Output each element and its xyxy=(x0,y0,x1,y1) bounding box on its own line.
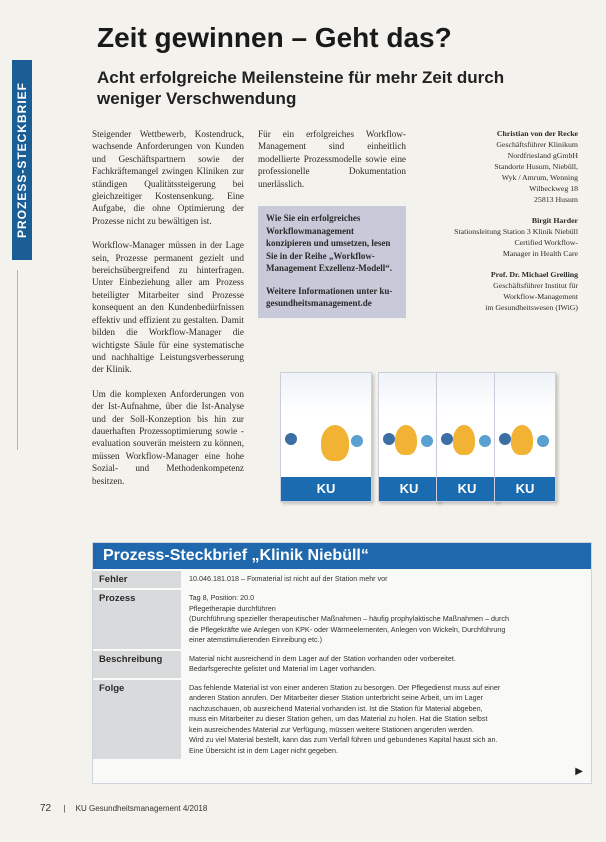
profile-row-fehler xyxy=(93,569,591,588)
page-number: 72 xyxy=(40,803,52,814)
row-line: Wird zu viel Material bestellt, kann das zum Verfall führen und gebundenes Kapital haust sich an. xyxy=(189,735,498,744)
book-covers-image xyxy=(280,372,580,500)
row-value xyxy=(181,651,591,678)
profile-row-beschreibung xyxy=(93,649,591,678)
author-line: Workflow-Management xyxy=(503,292,578,301)
info-box xyxy=(258,206,406,318)
book-logo: KU xyxy=(281,477,371,501)
author-line: Nordfriesland gGmbH xyxy=(507,151,578,160)
author-name: Birgit Harder xyxy=(531,216,578,225)
row-value xyxy=(181,680,591,760)
row-line: (Durchführung spezieller therapeutischer Maßnahmen – häufig prophylaktische Maßnahmen – durch xyxy=(189,614,510,623)
book-cover xyxy=(436,372,498,502)
journal-name: KU Gesundheitsmanagement 4/2018 xyxy=(75,804,208,813)
section-tab xyxy=(12,60,32,260)
book-cover xyxy=(378,372,440,502)
page-subtitle: Acht erfolgreiche Meilensteine für mehr Zeit durch weniger Verschwendung xyxy=(97,68,505,108)
process-profile-title: Prozess-Steckbrief „Klinik Niebüll“ xyxy=(93,543,591,569)
info-box-link[interactable]: Weitere Informationen unter ku-gesundheitsmanagement.de xyxy=(266,285,393,308)
row-line: Material nicht ausreichend in dem Lager auf der Station vorhanden oder vorbereitet. xyxy=(189,653,456,663)
author-line: Geschäftsführer Klinikum xyxy=(496,140,578,149)
row-label: Folge xyxy=(93,680,181,760)
author-line: Standorte Husum, Niebüll, xyxy=(494,162,578,171)
paragraph: Steigender Wettbewerb, Kostendruck, wachsende Anforderungen von Kunden und Geschäftspartnern sowie der Fachkräftemangel zwingen Kliniken zur ständigen Qualitätssteigerung bei gleichzeitiger Kostensenkung. Eine Aufgabe, die ohne Optimierung der Prozesse nicht zu bewältigen ist. xyxy=(92,129,244,226)
author-block xyxy=(414,128,578,205)
row-line: Tag 8, Position: 20.0 xyxy=(189,593,255,602)
book-logo: KU xyxy=(379,477,439,501)
row-label: Fehler xyxy=(93,571,181,588)
author-line: Manager in Health Care xyxy=(502,249,578,258)
paragraph: Für ein erfolgreiches Workflow-Management sind einheitlich modellierte Prozessmodelle sowie eine professionelle Dokumentation unerlässlich. xyxy=(258,129,406,189)
paragraph: Um die komplexen Anforderungen von der Ist-Aufnahme, über die Ist-Analyse und der Soll-Konzeption bis hin zur dauerhaften Prozessoptimierung sowie -evaluation souverän meistern zu können, müssen Workflow-Manager eine hohe Sozial- und Methodenkompetenz besitzen. xyxy=(92,388,244,486)
book-logo: KU xyxy=(437,477,497,501)
article-column-2 xyxy=(258,128,406,202)
row-line: Bedarfsgerechte gelistet und Material im Lager vorhanden. xyxy=(189,664,376,673)
author-line: Stationsleitung Station 3 Klinik Niebüll xyxy=(454,227,578,236)
side-divider xyxy=(17,270,18,450)
author-block xyxy=(414,269,578,313)
row-line: einer atemstimulierenden Einreibung etc.) xyxy=(189,635,323,644)
row-line: nachzuschauen, ob ausreichend Material vorhanden ist. Ist die Station für Material abgeben, xyxy=(189,703,483,713)
row-line: anderen Station anrufen. Der Mitarbeiter dieser Station unterbricht seine Arbeit, um im Lager xyxy=(189,693,484,702)
book-cover xyxy=(280,372,372,502)
footer-separator: | xyxy=(63,804,66,813)
page-footer xyxy=(40,803,207,814)
row-line: kein ausreichendes Material zur Verfügung, müssen weitere Stationen angerufen werden. xyxy=(189,724,474,734)
row-line: Das fehlende Material ist von einer anderen Station zu besorgen. Der Pflegedienst muss auf einer xyxy=(189,682,501,692)
row-label: Prozess xyxy=(93,590,181,649)
article-column-1 xyxy=(92,128,244,499)
author-block xyxy=(414,215,578,259)
process-profile-box xyxy=(92,542,592,784)
author-line: Wyk / Amrum, Wenning xyxy=(501,173,578,182)
paragraph: Workflow-Manager müssen in der Lage sein, Prozesse permanent gezielt und bereichsübergreifend zu hinterfragen. Unter Einbeziehung aller am Prozess beteiligter Mitarbeiter sind Prozesse konsequent an den Kundenbedürfnissen effektiv und effizient zu gestalten. Damit bilden die Workflow-Manager die wichtigste Säule für eine systematische und nachhaltige Leistungsverbesserung der Klinik. xyxy=(92,240,244,375)
info-box-text: Wie Sie ein erfolgreiches Workflowmanagement konzipieren und umsetzen, lesen Sie in der Reihe „Workflow-Management Exzellenz-Modell“. xyxy=(266,213,392,273)
page-title: Zeit gewinnen – Geht das? xyxy=(97,22,452,53)
row-line: 10.046.181.018 – Fixmaterial ist nicht auf der Station mehr vor xyxy=(189,574,388,583)
row-line: Eine Übersicht ist in dem Lager nicht gegeben. xyxy=(189,745,339,755)
author-line: Wilbeckweg 18 xyxy=(529,184,578,193)
author-column xyxy=(414,128,578,323)
row-value xyxy=(181,590,591,649)
author-line: Geschäftsführer Institut für xyxy=(493,281,578,290)
row-value xyxy=(181,571,591,588)
author-line: im Gesundheitswesen (IWiG) xyxy=(485,303,578,312)
author-name: Christian von der Recke xyxy=(496,129,578,138)
author-line: 25813 Husum xyxy=(534,195,578,204)
row-line: muss ein Mitarbeiter zu dieser Station gehen, um das Material zu holen. Hat die Station selbst xyxy=(189,714,488,723)
book-cover xyxy=(494,372,556,502)
row-label: Beschreibung xyxy=(93,651,181,678)
author-name: Prof. Dr. Michael Greiling xyxy=(490,270,578,279)
section-tab-label: PROZESS-STECKBRIEF xyxy=(15,81,29,238)
row-line: die Pflegekräfte wie Anlegen von KPK- oder Wärmeelementen, Anlegen von Wickeln, Durchführung xyxy=(189,624,506,634)
continue-arrow-icon: ▶ xyxy=(575,766,583,777)
profile-row-folge xyxy=(93,678,591,760)
book-logo: KU xyxy=(495,477,555,501)
row-line: Pflegetherapie durchführen xyxy=(189,603,276,613)
profile-row-prozess xyxy=(93,588,591,649)
author-line: Certified Workflow- xyxy=(514,238,578,247)
